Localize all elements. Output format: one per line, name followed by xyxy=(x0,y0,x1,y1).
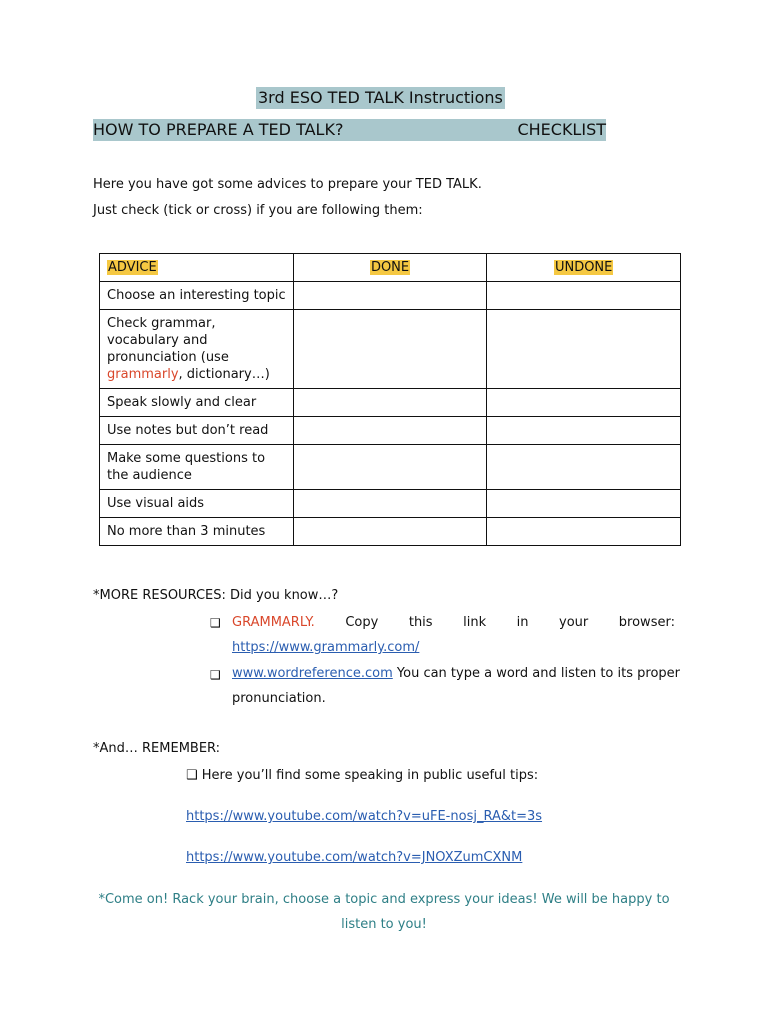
undone-cell[interactable] xyxy=(487,490,681,518)
wordreference-line xyxy=(232,665,680,683)
undone-cell[interactable] xyxy=(487,445,681,490)
grammarly-name: GRAMMARLY. xyxy=(232,615,315,630)
done-cell[interactable] xyxy=(293,417,487,445)
header-undone: UNDONE xyxy=(487,254,681,282)
table-row xyxy=(100,389,681,417)
document-title: 3rd ESO TED TALK Instructions xyxy=(258,88,503,107)
remember-heading: *And… REMEMBER: xyxy=(93,741,221,756)
undone-cell[interactable] xyxy=(487,518,681,546)
done-cell[interactable] xyxy=(293,310,487,389)
remember-tip: ❑ Here you’ll find some speaking in public useful tips: xyxy=(186,768,539,783)
intro-line-1: Here you have got some advices to prepare your TED TALK. xyxy=(93,177,482,192)
table-row xyxy=(100,445,681,490)
checkbox-bullet-icon: ❑ xyxy=(210,616,221,630)
word: this xyxy=(408,615,433,630)
youtube-link-2 xyxy=(186,849,522,867)
table-header-row xyxy=(100,254,681,282)
advice-cell: Make some questions to the audience xyxy=(100,445,294,490)
done-cell[interactable] xyxy=(293,282,487,310)
table-row xyxy=(100,310,681,389)
advice-cell: No more than 3 minutes xyxy=(100,518,294,546)
word: in xyxy=(516,615,529,630)
youtube-link-1 xyxy=(186,808,542,826)
advice-cell: Speak slowly and clear xyxy=(100,389,294,417)
grammarly-link-line xyxy=(232,639,419,657)
youtube-link[interactable]: https://www.youtube.com/watch?v=JNOXZumCXNM xyxy=(186,850,523,865)
youtube-link[interactable]: https://www.youtube.com/watch?v=uFE-nosj_RA&t=3s xyxy=(186,809,543,824)
table-row xyxy=(100,518,681,546)
grammarly-line xyxy=(232,614,675,632)
undone-cell[interactable] xyxy=(487,282,681,310)
closing-message: *Come on! Rack your brain, choose a topic and express your ideas! We will be happy to listen to you! xyxy=(98,892,670,932)
subtitle-heading: HOW TO PREPARE A TED TALK? xyxy=(93,120,344,139)
header-advice: ADVICE xyxy=(100,254,294,282)
checkbox-bullet-icon: ❑ xyxy=(210,668,221,682)
subtitle-bar xyxy=(93,119,606,141)
wordreference-line-2: pronunciation. xyxy=(232,691,326,706)
checklist-table xyxy=(99,253,681,546)
intro-line-2: Just check (tick or cross) if you are following them: xyxy=(93,203,423,218)
done-cell[interactable] xyxy=(293,389,487,417)
resources-heading: *MORE RESOURCES: Did you know…? xyxy=(93,588,339,603)
done-cell[interactable] xyxy=(293,518,487,546)
done-cell[interactable] xyxy=(293,445,487,490)
word: browser: xyxy=(618,615,675,630)
advice-cell: Check grammar, vocabulary and pronunciation (use grammarly, dictionary…) xyxy=(100,310,294,389)
done-cell[interactable] xyxy=(293,490,487,518)
checklist-label: CHECKLIST xyxy=(517,120,606,139)
wordreference-text: You can type a word and listen to its proper xyxy=(392,666,680,681)
table-row xyxy=(100,282,681,310)
undone-cell[interactable] xyxy=(487,389,681,417)
word: your xyxy=(559,615,589,630)
table-row xyxy=(100,490,681,518)
advice-cell: Use visual aids xyxy=(100,490,294,518)
header-done: DONE xyxy=(293,254,487,282)
word: Copy xyxy=(345,615,379,630)
undone-cell[interactable] xyxy=(487,310,681,389)
undone-cell[interactable] xyxy=(487,417,681,445)
grammarly-mention: grammarly xyxy=(107,367,179,382)
advice-cell: Use notes but don’t read xyxy=(100,417,294,445)
wordreference-link[interactable]: www.wordreference.com xyxy=(232,666,393,681)
word: link xyxy=(463,615,487,630)
grammarly-link[interactable]: https://www.grammarly.com/ xyxy=(232,640,420,655)
advice-cell: Choose an interesting topic xyxy=(100,282,294,310)
table-row xyxy=(100,417,681,445)
